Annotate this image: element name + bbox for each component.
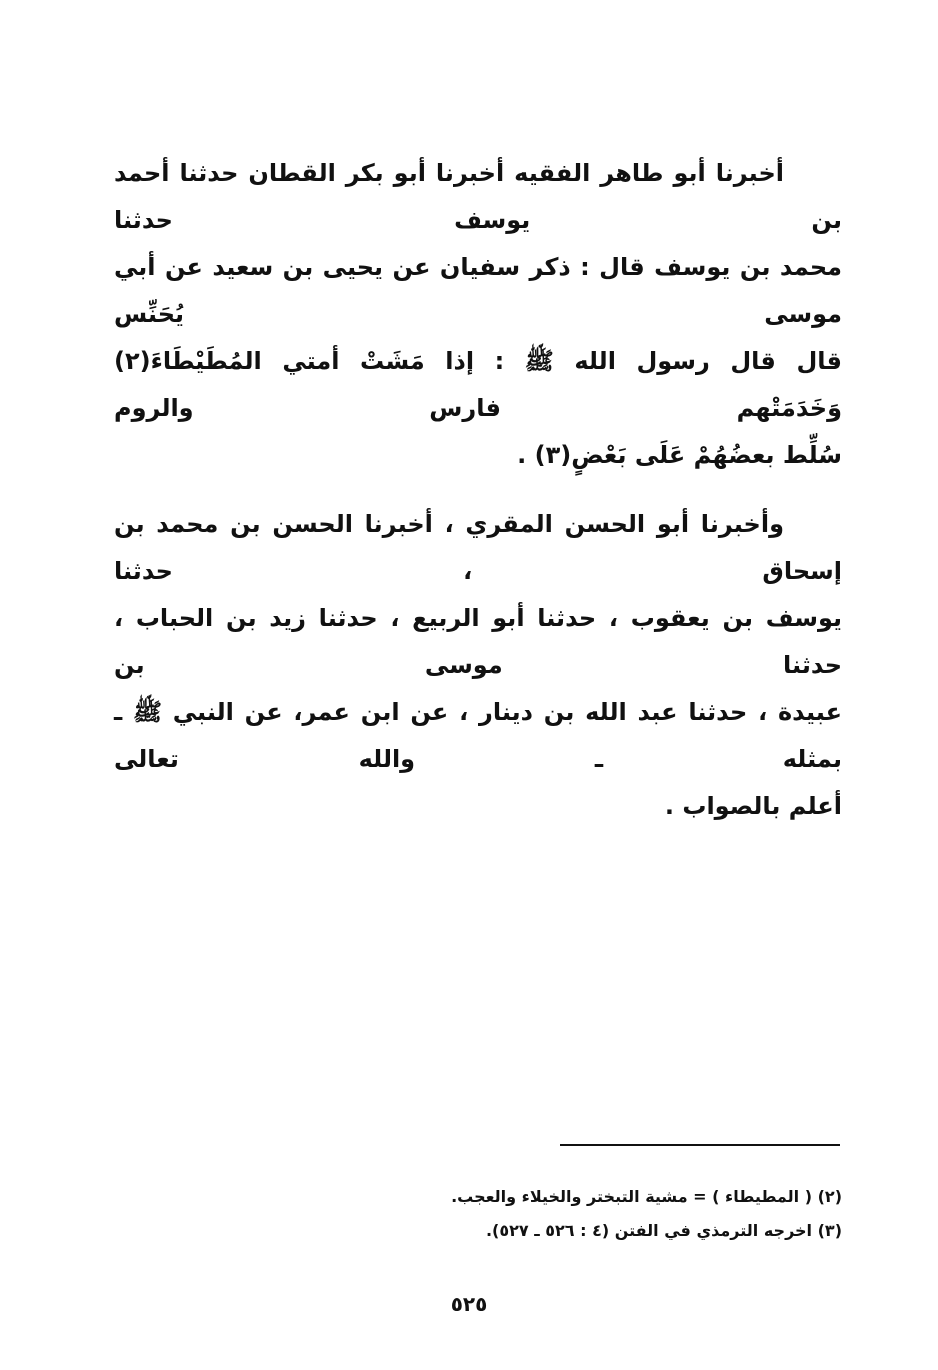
footnote-2: (٢) ( المطيطاء ) = مشية التبختر والخيلاء والعجب. xyxy=(451,1187,842,1206)
body-text xyxy=(114,150,842,830)
paragraph-2 xyxy=(114,501,842,830)
footnotes xyxy=(400,1180,842,1248)
page-number: ٥٢٥ xyxy=(450,1292,488,1316)
text-line: يوسف بن يعقوب ، حدثنا أبو الربيع ، حدثنا زيد بن الحباب ، حدثنا موسى بن xyxy=(114,604,842,679)
text-line: محمد بن يوسف قال : ذكر سفيان عن يحيى بن سعيد عن أبي موسى يُحَنِّس xyxy=(114,253,842,328)
paragraph-1 xyxy=(114,150,842,479)
footnote-3: (٣) اخرجه الترمذي في الفتن (٤ : ٥٢٦ ـ ٥٢٧). xyxy=(485,1221,842,1240)
text-line: وأخبرنا أبو الحسن المقري ، أخبرنا الحسن بن محمد بن إسحاق ، حدثنا xyxy=(114,510,842,585)
text-line: أعلم بالصواب . xyxy=(664,792,842,820)
text-line: قال قال رسول الله ﷺ : إذا مَشَتْ أمتي المُطَيْطَاءَ(٢) وَخَدَمَتْهم فارس والروم xyxy=(114,347,842,422)
text-line: أخبرنا أبو طاهر الفقيه أخبرنا أبو بكر القطان حدثنا أحمد بن يوسف حدثنا xyxy=(114,159,842,234)
footnote-divider xyxy=(560,1144,840,1146)
text-line: عبيدة ، حدثنا عبد الله بن دينار ، عن ابن عمر، عن النبي ﷺ ـ بمثله ـ والله تعالى xyxy=(114,698,842,773)
text-line: سُلِّط بعضُهُمْ عَلَى بَعْضٍ(٣) . xyxy=(517,441,842,469)
